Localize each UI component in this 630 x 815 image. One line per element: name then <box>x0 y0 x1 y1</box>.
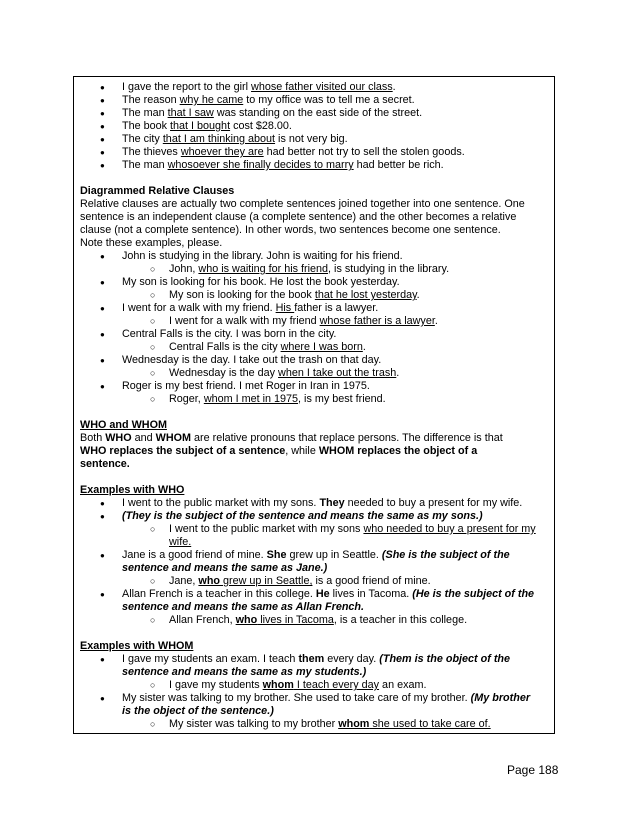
relative-clause: whosoever she finally decides to marry <box>167 159 354 171</box>
item-text: The thieves <box>122 146 181 158</box>
sub-item <box>95 367 549 380</box>
note: sentence and means the same as my students.) <box>122 666 367 678</box>
item-text: I gave the report to the girl <box>122 81 252 93</box>
list-item <box>95 588 549 601</box>
list-item: ● Wednesday is the day. I take out the trash on that day. <box>95 354 549 367</box>
sub-item <box>95 614 549 627</box>
text: Jane is a good friend of mine. <box>122 549 267 561</box>
relative-clause: lives in Tacoma <box>257 614 334 626</box>
keyword: who <box>198 575 221 587</box>
item-text: Roger, <box>169 393 204 405</box>
relative-clause: who is waiting for his friend <box>198 263 329 275</box>
section-heading: Examples with WHOM <box>80 640 194 652</box>
text: is a good friend of mine. <box>312 575 431 587</box>
text: My sister was talking to my brother <box>169 718 339 730</box>
text: and <box>131 432 156 444</box>
sub-item <box>95 575 549 588</box>
item-text: The man <box>122 107 168 119</box>
text: I went to the public market with my sons. <box>122 497 320 509</box>
keyword: She <box>266 549 287 561</box>
keyword: WHOM replaces the object of a <box>318 445 478 457</box>
text: , while <box>285 445 319 457</box>
keyword: WHO replaces the subject of a sentence <box>80 445 286 457</box>
note: sentence and means the same as Jane.) <box>122 562 328 574</box>
relative-clause: why he came <box>179 94 244 106</box>
relative-clause: I teach every day <box>293 679 380 691</box>
underlined-word: His <box>275 302 295 314</box>
item-text: was standing on the east side of the street. <box>213 107 423 119</box>
paragraph-line: sentence. <box>80 458 130 470</box>
relative-clause: grew up in Seattle, <box>220 575 313 587</box>
keyword: whom <box>262 679 294 691</box>
item-text: . <box>362 341 366 353</box>
relative-clause: whose father visited our class <box>251 81 393 93</box>
page-number: Page 188 <box>507 763 559 777</box>
text: I gave my students an exam. I teach <box>122 653 299 665</box>
paragraph-line: Relative clauses are actually two complete sentences joined together into one sentence. One <box>80 198 525 210</box>
sub-item <box>95 393 549 406</box>
section-heading: Diagrammed Relative Clauses <box>80 185 235 197</box>
whom-example-list <box>80 653 549 731</box>
item-text: . <box>416 289 420 301</box>
content-frame <box>73 76 555 734</box>
item-text: I went for a walk with my friend. <box>122 302 276 314</box>
text: grew up in Seattle. <box>286 549 382 561</box>
list-item <box>95 549 549 562</box>
relative-clause: wife. <box>169 536 192 548</box>
list-item: ● John is studying in the library. John is waiting for his friend. <box>95 250 549 263</box>
item-text: . <box>434 315 438 327</box>
relative-clause: whom I met in 1975 <box>203 393 299 405</box>
item-text: , is my best friend. <box>298 393 386 405</box>
text: I gave my students <box>169 679 263 691</box>
item-text: had better not try to sell the stolen goods. <box>263 146 465 158</box>
text: , is a teacher in this college. <box>333 614 468 626</box>
list-item <box>95 159 549 172</box>
keyword: He <box>315 588 330 600</box>
paragraph-line: sentence is an independent clause (a complete sentence) and the other becomes a relative <box>80 211 517 223</box>
item-text: father is a lawyer. <box>294 302 379 314</box>
note: is the object of the sentence.) <box>122 705 274 717</box>
relative-clause: she used to take care of. <box>369 718 491 730</box>
item-text: Central Falls is the city <box>169 341 281 353</box>
note: (She is the subject of the <box>381 549 510 561</box>
text: lives in Tacoma. <box>329 588 413 600</box>
sub-item <box>95 341 549 354</box>
relative-clause: that I saw <box>167 107 214 119</box>
keyword: them <box>298 653 325 665</box>
note: (He is the subject of the <box>412 588 535 600</box>
relative-clause: whose father is a lawyer <box>319 315 435 327</box>
item-text: is not very big. <box>275 133 348 145</box>
list-item: ● Central Falls is the city. I was born in the city. <box>95 328 549 341</box>
list-item <box>95 81 549 94</box>
relative-clause: that I am thinking about <box>162 133 276 145</box>
list-item <box>95 653 549 666</box>
item-text: The book <box>122 120 171 132</box>
list-item <box>95 146 549 159</box>
relative-clause: who needed to buy a present for my <box>363 523 536 535</box>
item-text: had better be rich. <box>353 159 444 171</box>
item-text: The man <box>122 159 168 171</box>
text: Jane, <box>169 575 199 587</box>
list-item <box>95 133 549 146</box>
item-text: to my office was to tell me a secret. <box>243 94 415 106</box>
section-heading: WHO and WHOM <box>80 419 167 431</box>
note: (Them is the object of the <box>379 653 511 665</box>
text: Allan French, <box>169 614 236 626</box>
paragraph-line: clause (not a complete sentence). In other words, two sentences become one sentence. <box>80 224 501 236</box>
text: My sister was talking to my brother. She used to take care of my brother. <box>122 692 471 704</box>
relative-clause: when I take out the trash <box>278 367 397 379</box>
text: are relative pronouns that replace persons. The difference is that <box>191 432 503 444</box>
keyword: They <box>319 497 345 509</box>
list-item <box>95 692 549 705</box>
list-item: ● Roger is my best friend. I met Roger in Iran in 1975. <box>95 380 549 393</box>
text: Allan French is a teacher in this college. <box>122 588 316 600</box>
item-text: John, <box>169 263 199 275</box>
relative-clause: where I was born <box>280 341 363 353</box>
paragraph-line <box>80 445 549 458</box>
list-item <box>95 107 549 120</box>
relative-clause: whoever they are <box>180 146 264 158</box>
sub-item <box>95 289 549 302</box>
text: every day. <box>324 653 380 665</box>
item-text: My son is looking for the book <box>169 289 315 301</box>
sub-item <box>95 523 549 536</box>
list-item <box>95 94 549 107</box>
item-text: Wednesday is the day <box>169 367 279 379</box>
note: sentence and means the same as Allan French. <box>122 601 365 613</box>
text: Both <box>80 432 106 444</box>
list-item: ● My son is looking for his book. He lost the book yesterday. <box>95 276 549 289</box>
section-heading: Examples with WHO <box>80 484 185 496</box>
sub-item <box>95 315 549 328</box>
text: I went to the public market with my sons <box>169 523 364 535</box>
text: an exam. <box>379 679 427 691</box>
sub-item-continued <box>95 536 549 549</box>
item-text: . <box>392 81 396 93</box>
keyword: whom <box>338 718 370 730</box>
paragraph-line <box>80 432 549 445</box>
example-list <box>80 81 549 172</box>
item-text: The city <box>122 133 163 145</box>
relative-clause: that I bought <box>170 120 231 132</box>
sub-item <box>95 718 549 731</box>
list-item <box>95 120 549 133</box>
keyword: WHO <box>105 432 132 444</box>
keyword: who <box>235 614 258 626</box>
diagram-list <box>80 250 549 406</box>
list-item <box>95 302 549 315</box>
sub-item <box>95 679 549 692</box>
sub-item <box>95 263 549 276</box>
item-text: The reason <box>122 94 180 106</box>
item-text: . <box>396 367 400 379</box>
item-text: , is studying in the library. <box>328 263 450 275</box>
note: ● (They is the subject of the sentence and means the same as my sons.) <box>95 510 549 523</box>
text: needed to buy a present for my wife. <box>344 497 523 509</box>
item-text: I went for a walk with my friend <box>169 315 320 327</box>
relative-clause: that he lost yesterday <box>314 289 417 301</box>
who-example-list <box>80 497 549 627</box>
paragraph-line: Note these examples, please. <box>80 237 223 249</box>
note: (My brother <box>470 692 531 704</box>
list-item <box>95 497 549 510</box>
item-text: cost $28.00. <box>230 120 292 132</box>
keyword: WHOM <box>155 432 192 444</box>
